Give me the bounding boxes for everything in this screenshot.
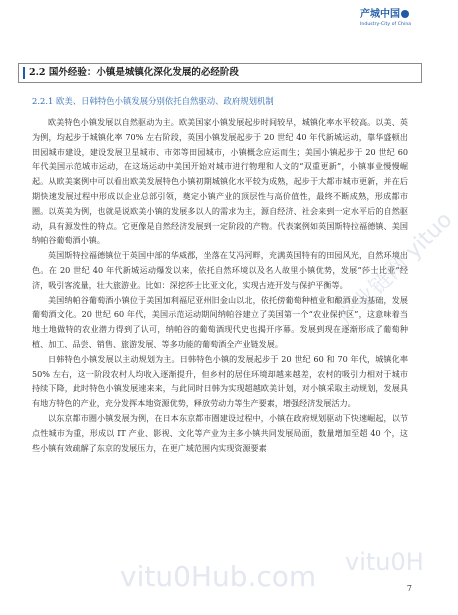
watermark: vitu0H xyxy=(345,548,424,576)
logo-subtitle: Industry-City of China xyxy=(360,22,412,27)
paragraph: 美国纳帕谷葡萄酒小镇位于美国加利福尼亚州旧金山以北，依托傍葡萄种植业和酿酒业为基础，发展葡萄酒文化。20 世纪 60 年代，美国示范运动期间纳帕谷建立了美国第一个“农业保护区”，这意味着当地土地做特的农业潜力得到了认可，纳帕谷的葡萄酒现代史也揭开序幕。发展到现在逐渐形成了葡萄种植、加工、品尝、销售、旅游发展、等多功能的葡萄酒全产业链发展。 xyxy=(32,294,408,349)
section-heading-bar xyxy=(23,67,25,79)
brand-logo xyxy=(360,8,426,32)
subsection-title: 2.2.1 欧美、日韩特色小镇发展分别依托自然驱动、政府规划机制 xyxy=(32,96,274,106)
logo-globe-icon xyxy=(401,10,409,18)
paragraph: 英国斯特拉福德镇位于英国中部的华威郡，坐落在艾冯河畔，充满英国特有的田园风光，自然环境出色。在 20 世纪 40 年代新城运动爆发以来，依托自然环境以及名人故里小镇优势，发展“莎士比亚”经济，吸引客流量，壮大旅游业。比如：深挖莎士比亚文化，实现古迹开发与保护平衡等。 xyxy=(32,250,408,290)
logo-text: 产城中国 xyxy=(360,9,400,20)
body-text xyxy=(32,115,408,455)
watermark: 产业链网 yituo xyxy=(333,207,458,332)
paragraph: 欧美特色小镇发展以自然驱动为主。欧美国家小镇发展起步时间较早，城镇化率水平较高。以美、英为例，均起步于城镇化率 70% 左右阶段，英国小镇发展起步于 20 世纪 40 年代新城运动，靠华盛顿出田园城市建设，建设发展卫星城市、市郊等田园城市，小镇概念应运而生；美国小镇起步于 20 世纪 60 年代美国示范城市运动，在这场运动中美国开始对城市进行物理和人文的“双重更新”，小镇事业慢慢崛起。从欧美案例中可以看出欧美发展特色小镇初期城镇化水平较为成熟，起步于大都市城市更新，并在后期快速发展过程中形成以企业总部引领，奠定小镇产业的顶层性与高价值性，最终不断成熟，形成都市圈。以英美为例，也就是说欧美小镇的发展多以人的需求为主，源自经济、社会来到一定水平后的自然驱动，具有源发性的特点。它更像是自然经济发展到一定阶段的产物。代表案例如英国斯特拉福德镇、美国纳帕谷葡萄酒小镇。 xyxy=(32,117,408,246)
page-number: 7 xyxy=(406,584,412,593)
paragraph: 日韩特色小镇发展以主动规划为主。日韩特色小镇的发展起步于 20 世纪 60 和 70 年代，城镇化率 50% 左右，这一阶段农村人均收入逐渐提升，但乡村的居住环境却越来越差，农村的吸引力相对于城市持续下降，此时特色小镇发展速来来，与此同时日韩为实现超越欧美计划，对小镇采取主动规划，发展具有地方特色的产业，充分发挥本地资源优势，释放劳动力等生产要素，增强经济发展活力。 xyxy=(32,353,408,409)
section-title: 2.2 国外经验：小镇是城镇化深化发展的必经阶段 xyxy=(29,67,239,78)
section-heading xyxy=(18,63,422,83)
paragraph: 以东京都市圈小镇发展为例，在日本东京都市圈建设过程中，小镇在政府规划驱动下快速崛起，以节点性城市为重，形成以 IT 产业、影视、文化等产业为主多小镇共同发展局面，数量增加至超 40 个，这些小镇有效疏解了东京的发展压力，在更广域范围内实现资源要素 xyxy=(32,412,408,453)
watermark: vitu0Hub.com xyxy=(120,560,317,593)
